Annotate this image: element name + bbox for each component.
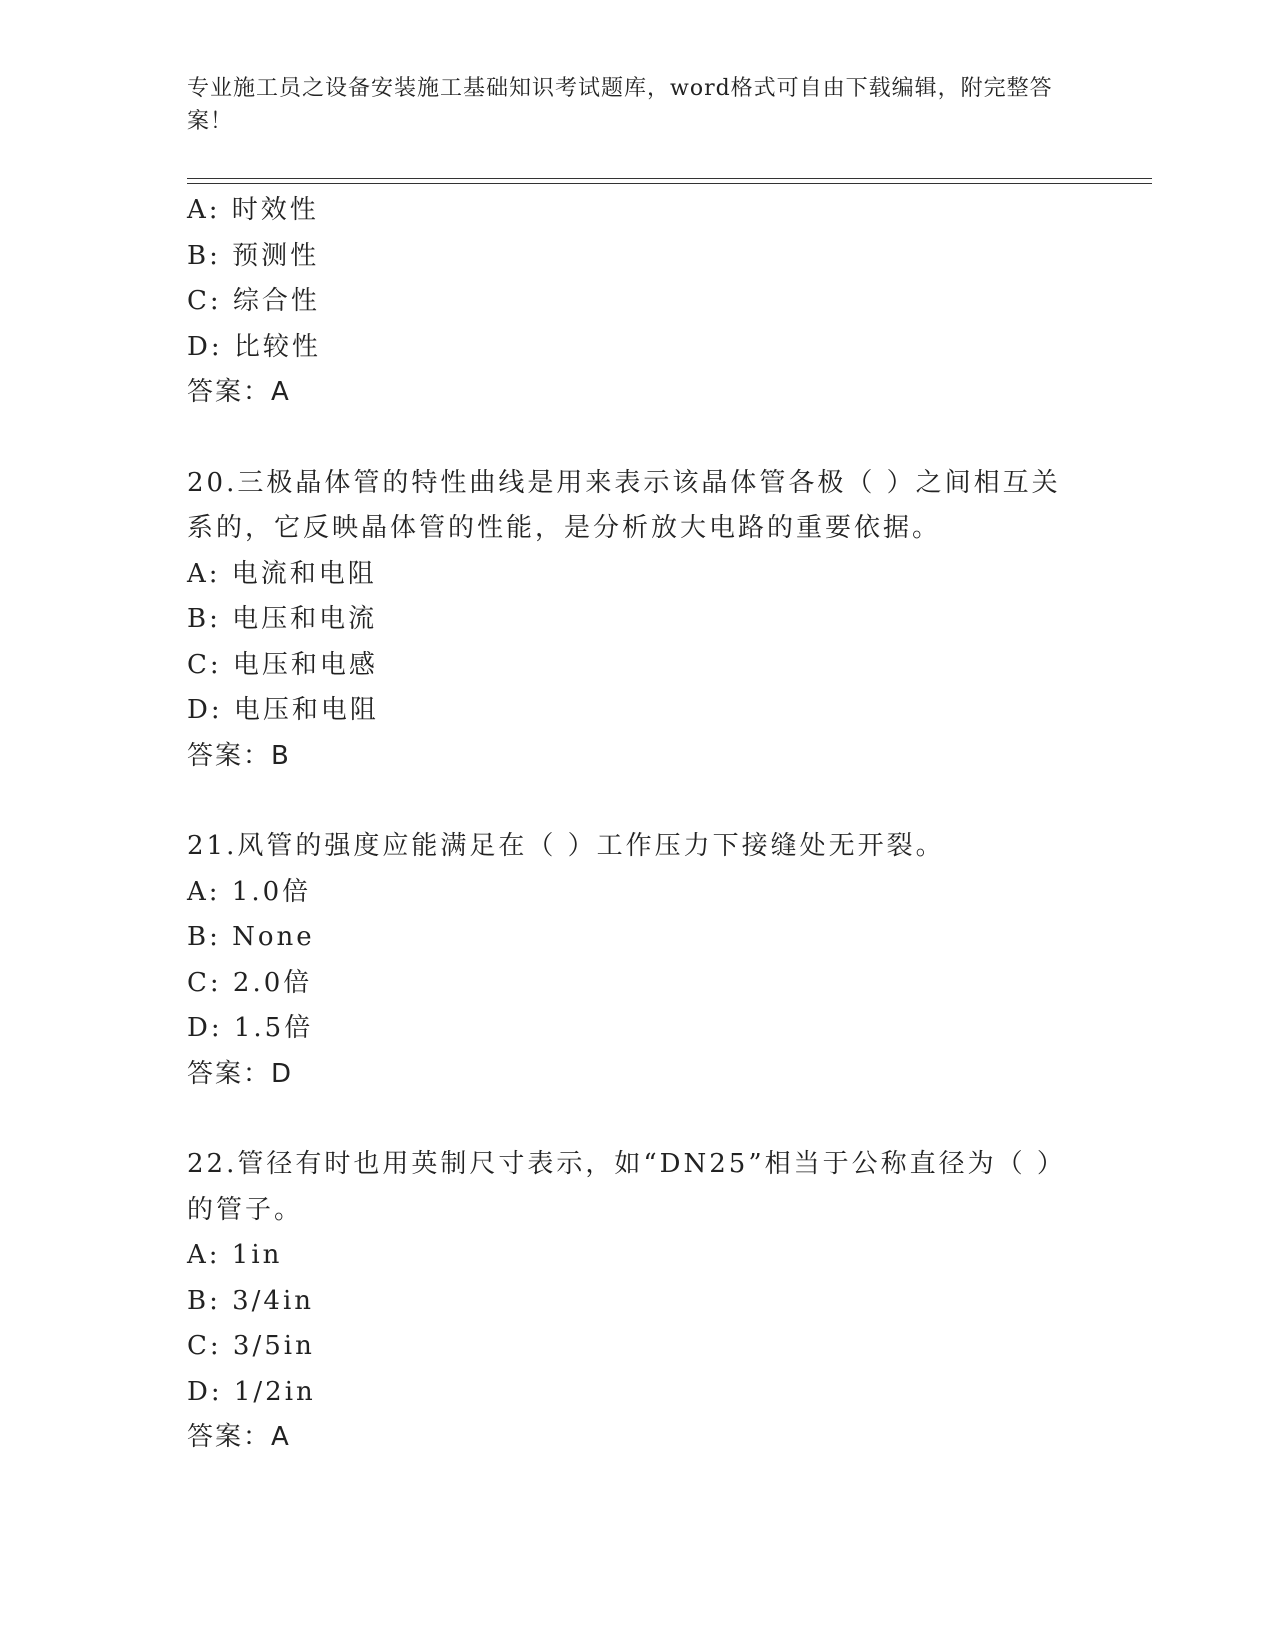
question-21 <box>187 824 1067 1097</box>
answer-line: 答案：D <box>187 1058 294 1089</box>
question-stem-line: 21.风管的强度应能满足在（ ）工作压力下接缝处无开裂。 <box>187 831 945 861</box>
spacer <box>187 779 1067 824</box>
question-stem-line: 的管子。 <box>187 1194 304 1225</box>
option-a: A: 1in <box>187 1240 283 1270</box>
question-19-partial <box>187 188 1067 416</box>
option-d: D: 1/2in <box>187 1376 316 1407</box>
option-b: B: 3/4in <box>187 1285 315 1316</box>
option-c: C: 综合性 <box>187 286 320 316</box>
question-stem-line: 系的，它反映晶体管的性能，是分析放大电路的重要依据。 <box>187 513 942 543</box>
option-a: A: 时效性 <box>187 195 319 225</box>
answer-line: 答案：A <box>187 377 291 407</box>
answer-line: 答案：A <box>187 1422 291 1452</box>
answer-line: 答案：B <box>187 740 291 771</box>
option-c: C: 2.0倍 <box>187 967 313 998</box>
option-c: C: 3/5in <box>187 1331 315 1361</box>
option-a: A: 电流和电阻 <box>187 558 377 589</box>
header-divider-top <box>187 178 1152 179</box>
question-22 <box>187 1142 1067 1461</box>
header-divider-bottom <box>187 183 1152 184</box>
option-b: B: 电压和电流 <box>187 604 378 634</box>
option-d: D: 1.5倍 <box>187 1013 314 1043</box>
document-header: 专业施工员之设备安装施工基础知识考试题库，word格式可自由下载编辑，附完整答案！ <box>187 76 1053 134</box>
option-b: B: None <box>187 922 315 952</box>
question-stem-line: 22.管径有时也用英制尺寸表示，如“DN25”相当于公称直径为（ ） <box>187 1149 1066 1179</box>
option-d: D: 电压和电阻 <box>187 695 379 725</box>
option-b: B: 预测性 <box>187 240 320 271</box>
question-list <box>187 188 1067 1461</box>
option-d: D: 比较性 <box>187 331 321 362</box>
option-c: C: 电压和电感 <box>187 649 378 680</box>
spacer <box>187 1097 1067 1142</box>
question-stem-line: 20.三极晶体管的特性曲线是用来表示该晶体管各极（ ）之间相互关 <box>187 467 1061 498</box>
question-20 <box>187 461 1067 780</box>
option-a: A: 1.0倍 <box>187 876 312 907</box>
spacer <box>187 416 1067 461</box>
